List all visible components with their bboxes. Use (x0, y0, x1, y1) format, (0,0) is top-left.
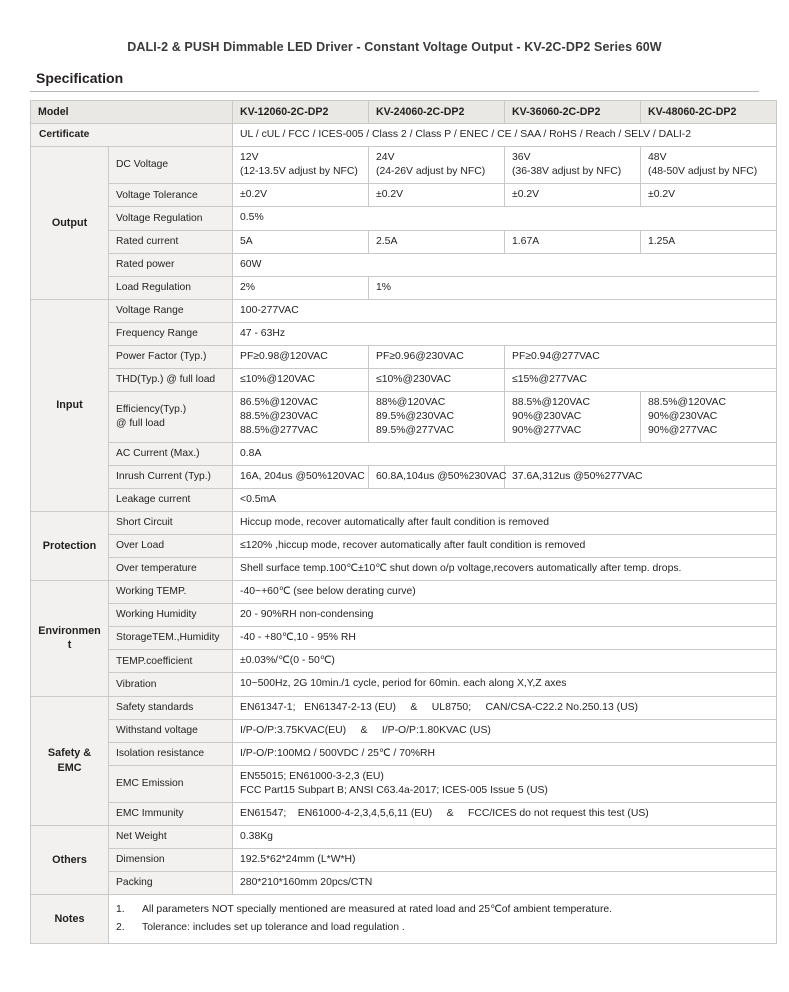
table-row-dimension (31, 848, 777, 871)
thd-277v: ≤15%@277VAC (505, 368, 777, 391)
voltage-tolerance-2: ±0.2V (369, 184, 505, 207)
power-factor-120v: PF≥0.98@120VAC (233, 345, 369, 368)
note-2-number: 2. (116, 921, 125, 933)
category-environment: Environment (31, 581, 109, 696)
row-label-rated-current: Rated current (109, 230, 233, 253)
dc-voltage-48v-note: (48-50V adjust by NFC) (648, 166, 758, 178)
thd-230v: ≤10%@230VAC (369, 368, 505, 391)
net-weight-value: 0.38Kg (233, 825, 777, 848)
efficiency-1-230v: 88.5%@230VAC (240, 410, 318, 422)
rated-power-value: 60W (233, 253, 777, 276)
dc-voltage-36v-note: (36-38V adjust by NFC) (512, 166, 622, 178)
model-header-2: KV-24060-2C-DP2 (369, 101, 505, 124)
table-row-inrush-current (31, 466, 777, 489)
table-row-working-temp (31, 581, 777, 604)
dc-voltage-24v-value: 24V (376, 152, 395, 164)
row-label-inrush-current: Inrush Current (Typ.) (109, 466, 233, 489)
model-header-3: KV-36060-2C-DP2 (505, 101, 641, 124)
certificate-value: UL / cUL / FCC / ICES-005 / Class 2 / Class P / ENEC / CE / SAA / RoHS / Reach / SELV / DALI-2 (233, 124, 777, 147)
emc-emission-value (233, 765, 777, 802)
row-label-over-load: Over Load (109, 535, 233, 558)
efficiency-model-2 (369, 391, 505, 442)
row-label-vibration: Vibration (109, 673, 233, 696)
row-label-dimension: Dimension (109, 848, 233, 871)
thd-120v: ≤10%@120VAC (233, 368, 369, 391)
emc-emission-us: FCC Part15 Subpart B; ANSI C63.4a-2017; ICES-005 Issue 5 (US) (240, 784, 548, 796)
emc-immunity-amp: & (446, 807, 454, 819)
safety-std-amp: & (410, 701, 418, 713)
emc-emission-eu: EN55015; EN61000-3-2,3 (EU) (240, 770, 384, 782)
section-heading: Specification (36, 70, 124, 86)
table-row-voltage-regulation (31, 207, 777, 230)
table-row-ac-current (31, 443, 777, 466)
dc-voltage-36v-value: 36V (512, 152, 531, 164)
category-notes: Notes (31, 894, 109, 943)
table-row-over-temperature (31, 558, 777, 581)
table-row-temp-coefficient (31, 650, 777, 673)
table-row-voltage-range (31, 299, 777, 322)
table-row-model-header (31, 101, 777, 124)
row-label-leakage-current: Leakage current (109, 489, 233, 512)
ac-current-value: 0.8A (233, 443, 777, 466)
emc-immunity-1: EN61547; (240, 807, 287, 819)
storage-temp-humidity-value: -40 - +80℃,10 - 95% RH (233, 627, 777, 650)
notes-list (116, 899, 769, 939)
row-label-efficiency (109, 391, 233, 442)
dc-voltage-48v (641, 147, 777, 184)
table-row-over-load (31, 535, 777, 558)
isolation-resistance-value: I/P-O/P:100MΩ / 500VDC / 25℃ / 70%RH (233, 742, 777, 765)
temp-coefficient-value: ±0.03%/℃(0 - 50℃) (233, 650, 777, 673)
safety-std-4: CAN/CSA-C22.2 No.250.13 (US) (485, 701, 638, 713)
table-row-net-weight (31, 825, 777, 848)
table-row-leakage-current (31, 489, 777, 512)
category-protection: Protection (31, 512, 109, 581)
efficiency-2-277v: 89.5%@277VAC (376, 424, 454, 436)
table-row-packing (31, 871, 777, 894)
dc-voltage-12v-note: (12-13.5V adjust by NFC) (240, 166, 358, 178)
safety-std-1: EN61347-1; (240, 701, 296, 713)
table-row-storage-temp-humidity (31, 627, 777, 650)
category-input: Input (31, 299, 109, 511)
row-label-storage-temp-humidity: StorageTEM.,Humidity (109, 627, 233, 650)
efficiency-4-277v: 90%@277VAC (648, 424, 718, 436)
table-row-power-factor (31, 345, 777, 368)
over-load-value: ≤120% ,hiccup mode, recover automatically after fault condition is removed (233, 535, 777, 558)
voltage-tolerance-1: ±0.2V (233, 184, 369, 207)
model-header-label: Model (31, 101, 233, 124)
row-label-load-regulation: Load Regulation (109, 276, 233, 299)
row-label-emc-emission: EMC Emission (109, 765, 233, 802)
load-regulation-2: 1% (369, 276, 777, 299)
table-row-certificate (31, 124, 777, 147)
notes-value (109, 894, 777, 943)
withstand-amp: & (360, 724, 368, 736)
rated-current-1: 5A (233, 230, 369, 253)
row-label-safety-standards: Safety standards (109, 696, 233, 719)
load-regulation-1: 2% (233, 276, 369, 299)
row-label-power-factor: Power Factor (Typ.) (109, 345, 233, 368)
category-output: Output (31, 147, 109, 299)
title-divider (30, 91, 759, 92)
row-label-net-weight: Net Weight (109, 825, 233, 848)
efficiency-model-3 (505, 391, 641, 442)
note-item (116, 901, 769, 919)
leakage-current-value: <0.5mA (233, 489, 777, 512)
row-label-working-humidity: Working Humidity (109, 604, 233, 627)
table-row-notes (31, 894, 777, 943)
efficiency-model-1 (233, 391, 369, 442)
efficiency-1-120v: 86.5%@120VAC (240, 396, 318, 408)
withstand-voltage-value (233, 719, 777, 742)
note-item (116, 919, 769, 937)
working-temp-value: -40~+60℃ (see below derating curve) (233, 581, 777, 604)
row-label-rated-power: Rated power (109, 253, 233, 276)
table-row-load-regulation (31, 276, 777, 299)
inrush-277v: 37.6A,312us @50%277VAC (505, 466, 777, 489)
efficiency-4-230v: 90%@230VAC (648, 410, 718, 422)
row-label-working-temp: Working TEMP. (109, 581, 233, 604)
row-label-over-temperature: Over temperature (109, 558, 233, 581)
efficiency-model-4 (641, 391, 777, 442)
table-row-emc-emission (31, 765, 777, 802)
voltage-tolerance-4: ±0.2V (641, 184, 777, 207)
table-row-frequency-range (31, 322, 777, 345)
model-header-1: KV-12060-2C-DP2 (233, 101, 369, 124)
table-row-withstand-voltage (31, 719, 777, 742)
safety-std-2: EN61347-2-13 (EU) (304, 701, 396, 713)
dc-voltage-24v-note: (24-26V adjust by NFC) (376, 166, 486, 178)
row-label-withstand-voltage: Withstand voltage (109, 719, 233, 742)
note-1-number: 1. (116, 903, 125, 915)
voltage-tolerance-3: ±0.2V (505, 184, 641, 207)
row-label-packing: Packing (109, 871, 233, 894)
table-row-rated-power (31, 253, 777, 276)
withstand-eu: I/P-O/P:3.75KVAC(EU) (240, 724, 347, 736)
row-label-frequency-range: Frequency Range (109, 322, 233, 345)
table-row-short-circuit (31, 512, 777, 535)
emc-immunity-3: FCC/ICES do not request this test (US) (468, 807, 649, 819)
efficiency-2-120v: 88%@120VAC (376, 396, 446, 408)
safety-standards-value (233, 696, 777, 719)
table-row-isolation-resistance (31, 742, 777, 765)
working-humidity-value: 20 - 90%RH non-condensing (233, 604, 777, 627)
safety-std-3: UL8750; (431, 701, 472, 713)
packing-value: 280*210*160mm 20pcs/CTN (233, 871, 777, 894)
category-others: Others (31, 825, 109, 894)
row-label-voltage-tolerance: Voltage Tolerance (109, 184, 233, 207)
efficiency-3-120v: 88.5%@120VAC (512, 396, 590, 408)
efficiency-4-120v: 88.5%@120VAC (648, 396, 726, 408)
table-row-vibration (31, 673, 777, 696)
table-row-working-humidity (31, 604, 777, 627)
dc-voltage-48v-value: 48V (648, 152, 667, 164)
row-label-isolation-resistance: Isolation resistance (109, 742, 233, 765)
table-row-thd (31, 368, 777, 391)
withstand-us: I/P-O/P:1.80KVAC (US) (381, 724, 491, 736)
inrush-120v: 16A, 204us @50%120VAC (233, 466, 369, 489)
efficiency-label-line1: Efficiency(Typ.) (116, 404, 187, 416)
table-row-dc-voltage (31, 147, 777, 184)
dc-voltage-24v (369, 147, 505, 184)
frequency-range-value: 47 - 63Hz (233, 322, 777, 345)
row-label-voltage-range: Voltage Range (109, 299, 233, 322)
table-row-emc-immunity (31, 802, 777, 825)
efficiency-3-230v: 90%@230VAC (512, 410, 582, 422)
efficiency-2-230v: 89.5%@230VAC (376, 410, 454, 422)
rated-current-2: 2.5A (369, 230, 505, 253)
power-factor-230v: PF≥0.96@230VAC (369, 345, 505, 368)
note-2-text: Tolerance: includes set up tolerance and load regulation . (142, 921, 405, 933)
rated-current-4: 1.25A (641, 230, 777, 253)
emc-immunity-2: EN61000-4-2,3,4,5,6,11 (EU) (297, 807, 433, 819)
row-label-ac-current: AC Current (Max.) (109, 443, 233, 466)
table-row-rated-current (31, 230, 777, 253)
row-label-temp-coefficient: TEMP.coefficient (109, 650, 233, 673)
table-row-efficiency (31, 391, 777, 442)
over-temperature-value: Shell surface temp.100℃±10℃ shut down o/p voltage,recovers automatically after temp. drops. (233, 558, 777, 581)
efficiency-3-277v: 90%@277VAC (512, 424, 582, 436)
dc-voltage-12v-value: 12V (240, 152, 259, 164)
dc-voltage-36v (505, 147, 641, 184)
row-label-dc-voltage: DC Voltage (109, 147, 233, 184)
short-circuit-value: Hiccup mode, recover automatically after fault condition is removed (233, 512, 777, 535)
dc-voltage-12v (233, 147, 369, 184)
power-factor-277v: PF≥0.94@277VAC (505, 345, 777, 368)
category-safety-emc: Safety & EMC (31, 696, 109, 825)
emc-immunity-value (233, 802, 777, 825)
note-1-text: All parameters NOT specially mentioned are measured at rated load and 25℃of ambient temperature. (142, 903, 613, 915)
efficiency-label-line2: @ full load (116, 417, 165, 429)
specification-table (30, 100, 777, 944)
table-row-safety-standards (31, 696, 777, 719)
vibration-value: 10~500Hz, 2G 10min./1 cycle, period for 60min. each along X,Y,Z axes (233, 673, 777, 696)
voltage-regulation-value: 0.5% (233, 207, 777, 230)
row-label-emc-immunity: EMC Immunity (109, 802, 233, 825)
row-label-voltage-regulation: Voltage Regulation (109, 207, 233, 230)
efficiency-1-277v: 88.5%@277VAC (240, 424, 318, 436)
model-header-4: KV-48060-2C-DP2 (641, 101, 777, 124)
voltage-range-value: 100-277VAC (233, 299, 777, 322)
certificate-label: Certificate (31, 124, 233, 147)
row-label-thd: THD(Typ.) @ full load (109, 368, 233, 391)
inrush-230v: 60.8A,104us @50%230VAC (369, 466, 505, 489)
page-title: DALI-2 & PUSH Dimmable LED Driver - Constant Voltage Output - KV-2C-DP2 Series 60W (127, 40, 662, 54)
rated-current-3: 1.67A (505, 230, 641, 253)
table-row-voltage-tolerance (31, 184, 777, 207)
row-label-short-circuit: Short Circuit (109, 512, 233, 535)
dimension-value: 192.5*62*24mm (L*W*H) (233, 848, 777, 871)
